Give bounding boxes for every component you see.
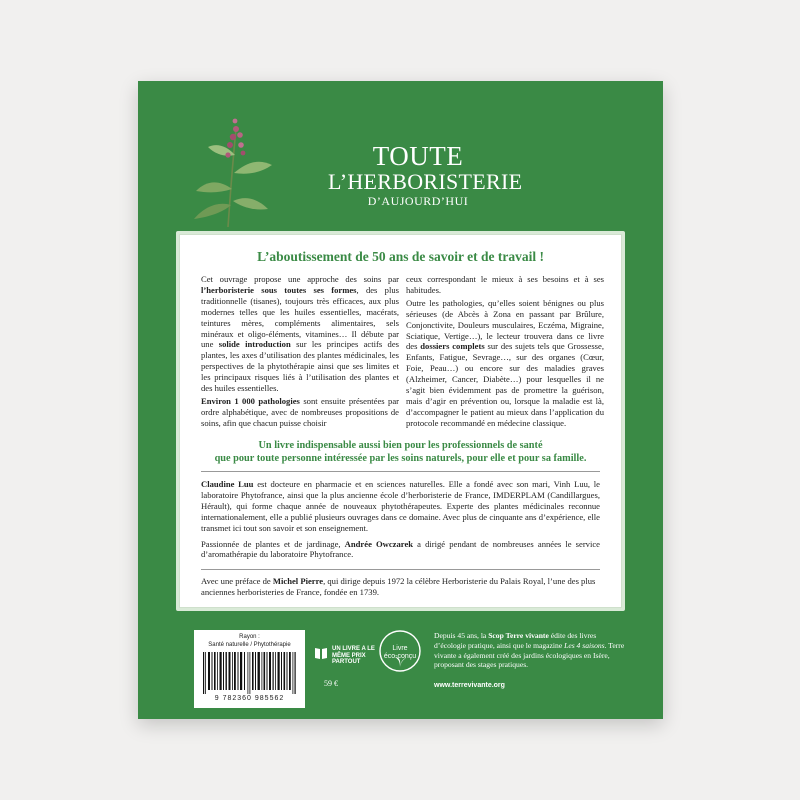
book-back-cover: [138, 81, 663, 719]
tagline: [199, 439, 602, 465]
text-run: . Terre vivante a également créé des jardins écologiques en Isère, proposant des stages pratiques.: [434, 640, 625, 670]
author-bio-luu: [201, 479, 600, 534]
title-line-2: L’HERBORISTERIE: [328, 169, 523, 194]
continuation-paragraph: ceux correspondant le mieux à ses besoins et à ses habitudes.: [406, 274, 604, 295]
book-title: [328, 141, 523, 208]
magazine-name: Les 4 saisons: [564, 640, 605, 650]
divider: [201, 471, 600, 472]
bold-run: l’herboristerie sous toutes ses formes: [201, 284, 357, 295]
panel-headline: L’aboutissement de 50 ans de savoir et de travail !: [257, 249, 544, 264]
barcode-box: [194, 630, 305, 708]
author-bio-owczarek: [201, 539, 600, 561]
author-name: Claudine Luu: [201, 479, 254, 489]
text-run: Avec une préface de: [201, 576, 273, 586]
bold-run: dossiers complets: [420, 341, 485, 352]
text-run: sur des sujets tels que Grossesse, Enfants, Fatigue, Sevrage…, sur des organes (Cœur, Foie, Peau…) ou encore sur des maladies graves (Alzheimer, Cancer, Diabète…) pour lesquelles il ne s’agit bien évidemment pas de promettre la guérison, mais d’agir en prévention ou, lorsque la maladie est là, d’accompagner le patient au mieux dans l’application du protocole recommandé en médecine classique.: [406, 341, 604, 428]
tagline-line-2: que pour toute personne intéressée par les soins naturels, pour elle et pour sa famille.: [214, 453, 587, 464]
text-run: sont ensuite présentées par ordre alphabétique, avec de nombreuses propositions de soins, afin que chacun puisse choisir: [201, 395, 399, 428]
pathologies-paragraph: [201, 396, 399, 429]
text-run: édite des livres d’écologie pratique, ainsi que le magazine: [434, 631, 597, 650]
text-run: , des plus traditionnelle (tisanes), toujours très efficaces, aux plus modernes telles que les huiles essentielles, macérats, teintures mères, compléments alimentaires, sels minéraux et oligo-éléments, vitamines…: [201, 284, 399, 339]
text-run: est docteure en pharmacie et en sciences naturelles. Elle a fondé avec son mari, Vinh Luu, le laboratoire Phytofrance, ainsi que la plus ancienne école d’herboristerie de France, IMDERPLAM (Candillargues, Hérault), qui forme chaque année de nouveaux phytothérapeutes. Experte des plantes médicinales reconnue internationalement, elle a publié plusieurs ouvrages dans ce domaine. Avec plus de cinquante ans d’expérience, elle transmet ici tout son savoir et son enseignement.: [201, 479, 600, 533]
text-run: Cet ouvrage propose une approche des soins par: [201, 274, 399, 284]
text-run: Passionnée de plantes et de jardinage,: [201, 538, 345, 549]
dossiers-paragraph: [406, 298, 604, 429]
publisher-url: www.terrevivante.org: [434, 682, 505, 689]
text-run: a dirigé pendant de nombreuses années le service d’aromathérapie du laboratoire Phytofrance.: [201, 538, 600, 560]
description-left-column: [201, 274, 399, 431]
author-name: Andrée Owczarek: [344, 538, 414, 549]
shelf-value: Santé naturelle / Phytothérapie: [208, 641, 291, 648]
publisher-name: Scop Terre vivante: [488, 631, 549, 640]
description-panel: [176, 231, 625, 611]
bold-run: Environ 1 000 pathologies: [201, 395, 300, 406]
eco-line-2: éco-conçu: [383, 653, 417, 660]
preface-note: [201, 576, 600, 598]
text-run: Il débute par une: [201, 328, 399, 350]
eco-design-label: [378, 645, 422, 661]
text-run: , qui dirige depuis 1972 la célèbre Herboristerie du Palais Royal, l’une des plus anciennes herboristeries de France, fondée en 1739.: [201, 576, 596, 597]
shelf-label: Rayon :: [239, 634, 260, 640]
isbn-number: 9 782360 985562: [214, 695, 285, 702]
authors-bio: [201, 479, 600, 565]
bold-run: solide introduction: [218, 339, 291, 350]
prix-unique-label: UN LIVRE A LE MÊME PRIX PARTOUT: [332, 646, 375, 665]
shelf-category: [194, 634, 305, 649]
barcode: [201, 652, 297, 694]
text-run: Depuis 45 ans, la: [434, 631, 489, 640]
title-line-3: D’AUJOURD’HUI: [367, 194, 469, 208]
tagline-line-1: Un livre indispensable aussi bien pour les professionnels de santé: [258, 440, 543, 451]
book-price-icon: [314, 646, 328, 660]
publisher-blurb: [434, 631, 629, 670]
eco-line-1: Livre: [392, 645, 408, 652]
price: 59 €: [324, 679, 338, 688]
text-run: sur les principes actifs des plantes, les axes d’utilisation des plantes médicinales, les perspectives de la phytothérapie ainsi que ses limites et les principaux risques liés à l’utilisation des plantes et des huiles essentielles.: [201, 339, 400, 394]
text-run: Outre les pathologies, qu’elles soient bénignes ou plus sérieuses (de Abcès à Zona en passant par Brûlure, Conjonctivite, Douleurs musculaires, Eczéma, Migraine, Sciatique, Vertige…), le lecteur trouvera dans ce livre des: [406, 297, 604, 352]
intro-paragraph: [201, 274, 399, 394]
title-line-1: TOUTE: [372, 141, 464, 171]
description-right-column: [406, 274, 604, 431]
preface-author-name: Michel Pierre: [272, 576, 324, 586]
herb-illustration: [188, 109, 278, 227]
divider: [201, 569, 600, 570]
publisher-text: [434, 631, 629, 670]
